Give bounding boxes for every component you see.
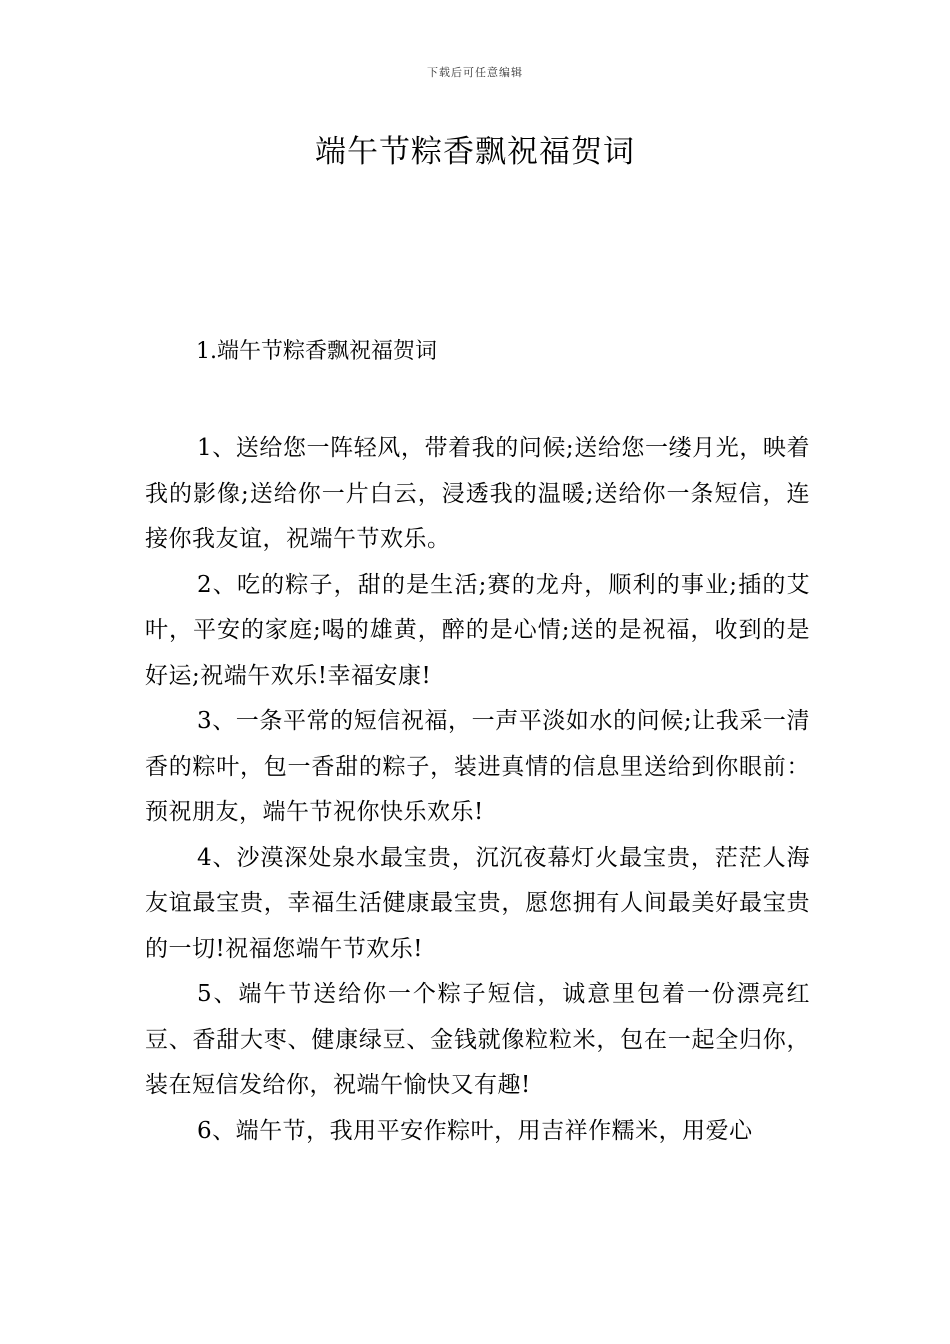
paragraph-2: 2、吃的粽子，甜的是生活;赛的龙舟，顺利的事业;插的艾叶，平安的家庭;喝的雄黄，醉的是心情;送的是祝福，收到的是好运;祝端午欢乐!幸福安康! [145, 571, 810, 689]
paragraph-5: 5、端午节送给你一个粽子短信，诚意里包着一份漂亮红豆、香甜大枣、健康绿豆、金钱就像粒粒米，包在一起全归你，装在短信发给你，祝端午愉快又有趣! [145, 981, 810, 1098]
header-note: 下载后可任意编辑 [427, 66, 523, 79]
document-title: 端午节粽香飘祝福贺词 [315, 134, 635, 170]
paragraph-1: 1、送给您一阵轻风，带着我的问候;送给您一缕月光，映着我的影像;送给你一片白云，浸透我的温暖;送给你一条短信，连接你我友谊，祝端午节欢乐。 [145, 435, 810, 552]
paragraph-3: 3、一条平常的短信祝福，一声平淡如水的问候;让我采一清香的粽叶，包一香甜的粽子，装进真情的信息里送给到你眼前：预祝朋友，端午节祝你快乐欢乐! [145, 708, 810, 825]
body-text [145, 426, 810, 1154]
paragraph-4: 4、沙漠深处泉水最宝贵，沉沉夜幕灯火最宝贵，茫茫人海友谊最宝贵，幸福生活健康最宝贵，愿您拥有人间最美好最宝贵的一切!祝福您端午节欢乐! [145, 844, 810, 962]
paragraph-6: 6、端午节，我用平安作粽叶，用吉祥作糯米，用爱心 [197, 1117, 753, 1144]
section-heading: 1.端午节粽香飘祝福贺词 [196, 339, 437, 364]
